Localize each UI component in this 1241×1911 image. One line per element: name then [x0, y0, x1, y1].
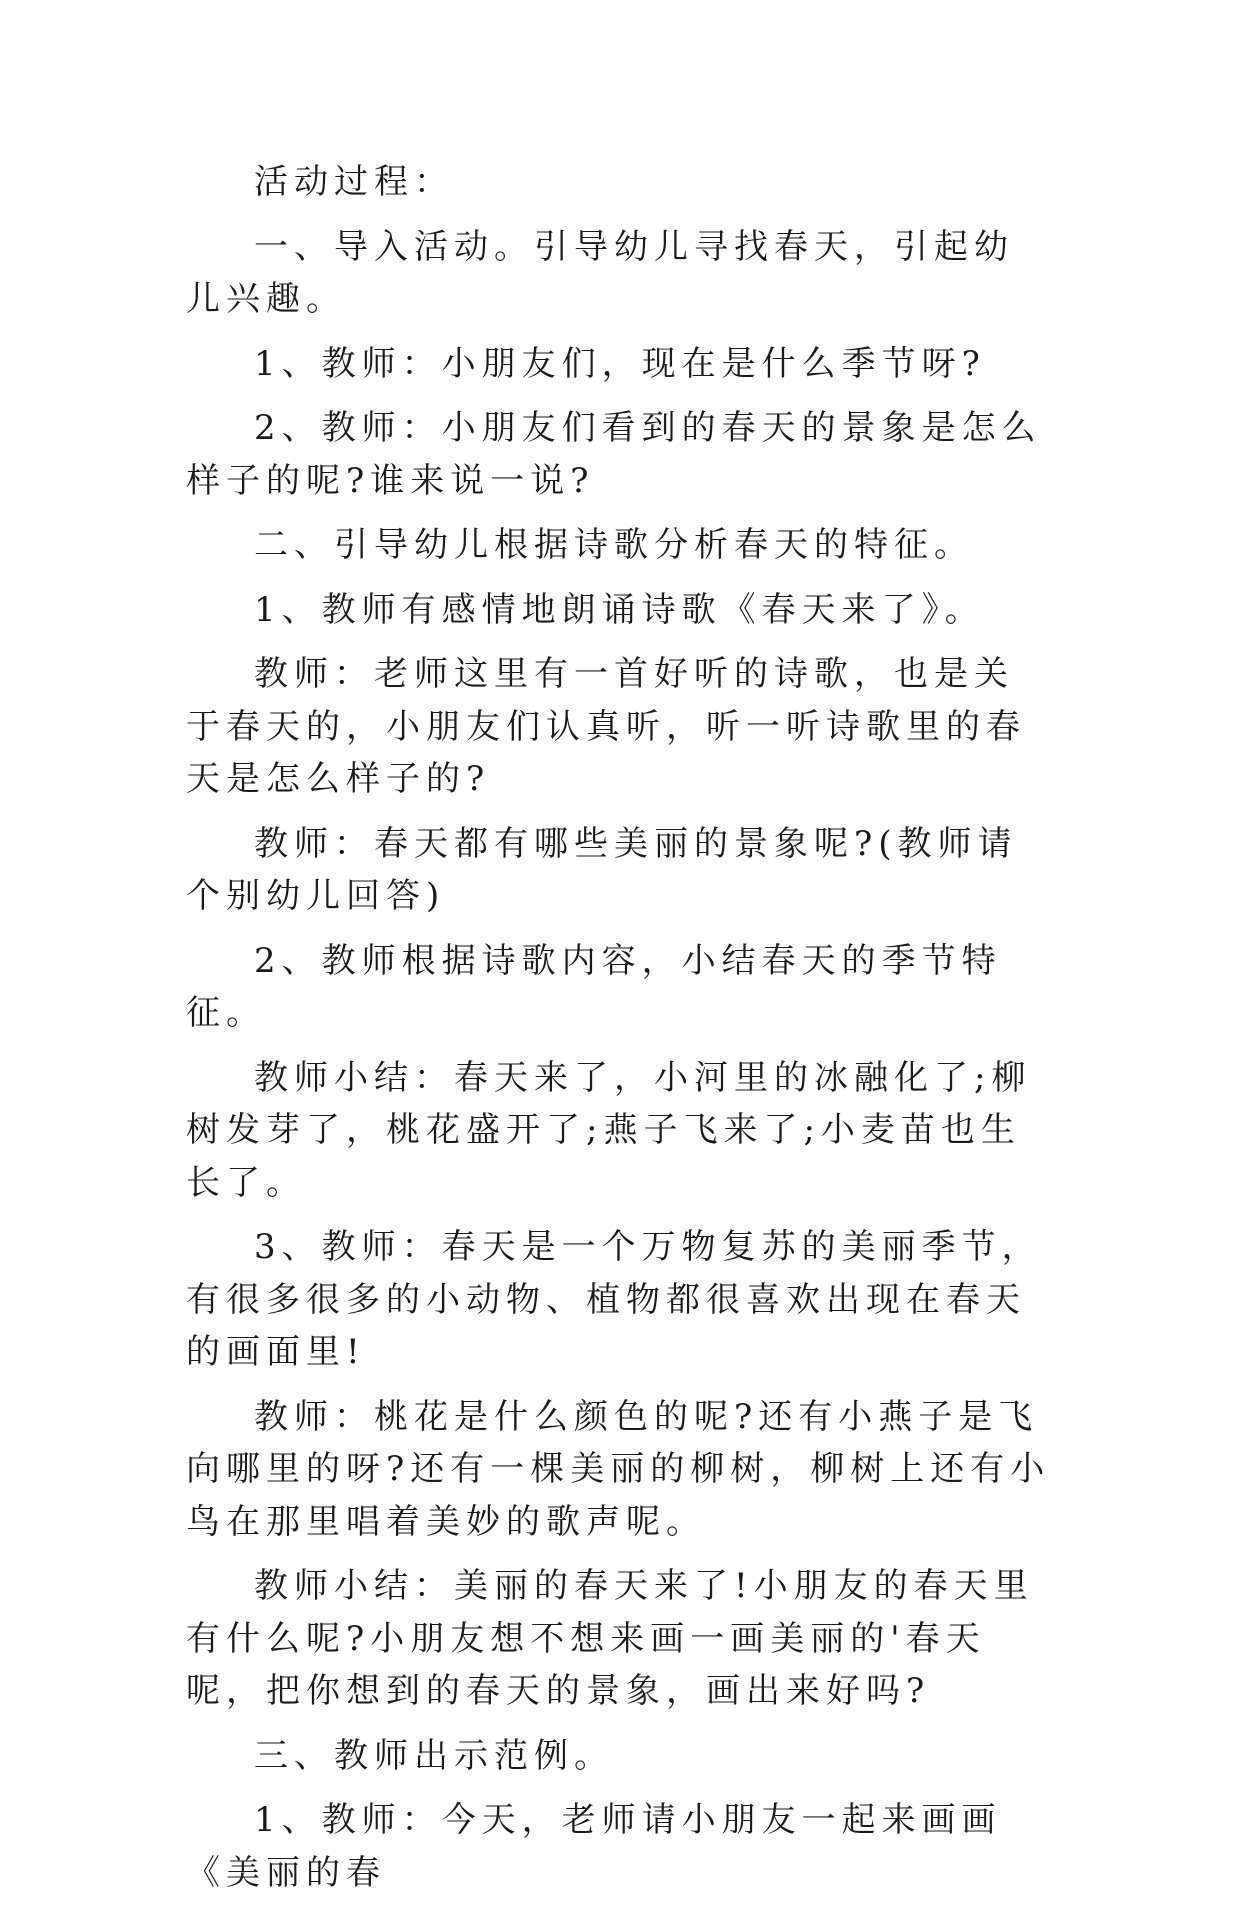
document-body — [186, 156, 1052, 1911]
paragraph-section-three-heading: 三、教师出示范例。 — [254, 1735, 614, 1776]
paragraph-section-two-heading: 二、引导幼儿根据诗歌分析春天的特征。 — [254, 525, 974, 565]
paragraph-item: 1、教师：今天，老师请小朋友一起来画画《美丽的春 — [186, 1800, 1002, 1893]
paragraph-item: 1、教师有感情地朗诵诗歌《春天来了》。 — [254, 589, 985, 630]
paragraph-item: 1、教师：小朋友们，现在是什么季节呀? — [254, 343, 986, 384]
paragraph-item: 教师：春天都有哪些美丽的景象呢?(教师请个别幼儿回答) — [186, 823, 1018, 916]
paragraph-item: 2、教师：小朋友们看到的春天的景象是怎么样子的呢?谁来说一说? — [186, 408, 1042, 501]
paragraph-item: 教师小结：美丽的春天来了!小朋友的春天里有什么呢?小朋友想不想来画一画美丽的'春天呢，把你想到的春天的景象，画出来好吗? — [186, 1566, 1034, 1711]
paragraph-section-one-heading: 一、导入活动。引导幼儿寻找春天，引起幼儿兴趣。 — [186, 226, 1014, 319]
paragraph-activity-process-heading: 活动过程： — [254, 162, 454, 202]
paragraph-item: 教师：桃花是什么颜色的呢?还有小燕子是飞向哪里的呀?还有一棵美丽的柳树，柳树上还有小鸟在那里唱着美妙的歌声呢。 — [186, 1396, 1051, 1542]
paragraph-item: 教师：老师这里有一首好听的诗歌，也是关于春天的，小朋友们认真听，听一听诗歌里的春天是怎么样子的? — [186, 654, 1026, 799]
paragraph-item: 3、教师：春天是一个万物复苏的美丽季节，有很多很多的小动物、植物都很喜欢出现在春天的画面里! — [186, 1227, 1042, 1372]
paragraph-item: 2、教师根据诗歌内容，小结春天的季节特征。 — [186, 940, 1002, 1033]
paragraph-item: 教师小结：春天来了，小河里的冰融化了;柳树发芽了，桃花盛开了;燕子飞来了;小麦苗也生长了。 — [186, 1057, 1032, 1203]
